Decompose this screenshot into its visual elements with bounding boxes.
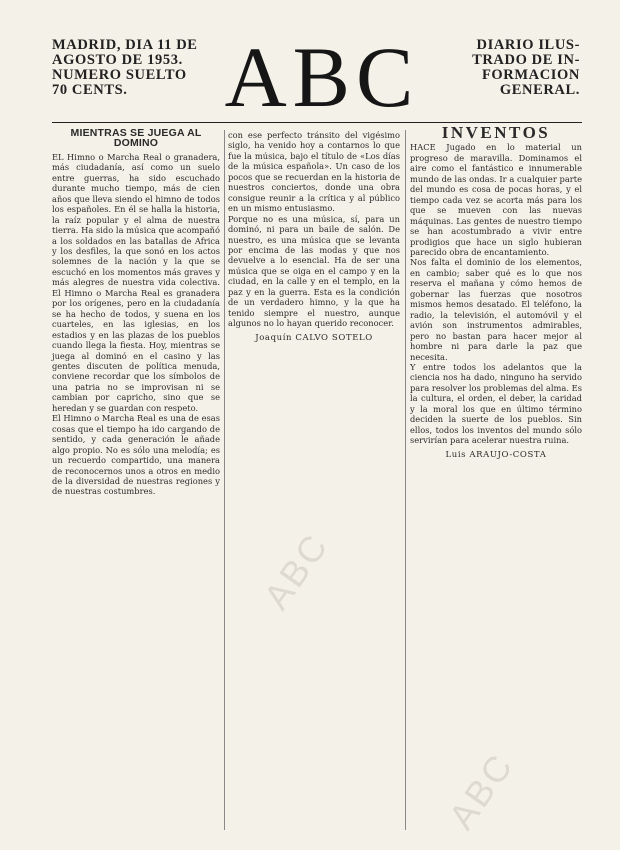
article-column-2 [228, 130, 400, 343]
masthead-left [52, 37, 198, 98]
watermark: ABC [440, 744, 522, 837]
article-headline: INVENTOS [441, 123, 551, 142]
masthead-tagline-1: DIARIO ILUS- [476, 37, 580, 53]
article-author: Joaquín CALVO SOTELO [255, 332, 373, 343]
column-divider [405, 130, 406, 830]
article-body: EL Himno o Marcha Real o granadera, más ciudadanía, así como un suelo entre guerras, ha sido escuchado durante mucho tiempo, más de cien años que lleva siendo el himno de todos los españoles. En él se halla la historia, la raíz popular y el alma de nuestra tierra. Ha sido la música que acompañó a los soldados en las batallas de Africa y los desfiles, la que sonó en los actos solemnes de la nación y la que se escuchó en los momentos más graves y más alegres de nuestra vida colectiva. El Himno o Marcha Real es granadera por los orígenes, pero en la ciudadanía se ha hecho de todos, y suena en los cuarteles, en las iglesias, en los estadios y en las plazas de los pueblos cuando llega la fiesta. Hoy, mientras se juega al dominó en el casino y las gentes discuten de política menuda, conviene recordar que los símbolos de una patria no se improvisan ni se cambian por capricho, sino que se heredan y se guardan con respeto. El Himno o Marcha Real es una de esas cosas que el tiempo ha ido cargando de sentido, y cada generación le añade algo propio. No es sólo una melodía; es un recuerdo compartido, una manera de reconocernos unos a otros en medio de la diversidad de nuestras regiones y de nuestras costumbres. [52, 151, 220, 497]
article-body: con ese perfecto tránsito del vigésimo siglo, ha venido hoy a contarnos lo que fue la música, bajo el título de «Los días de la música española». Un caso de los pocos que se recuerdan en la historia de nuestros conciertos, donde una obra consigue reunir a la crítica y al público en un mismo entusiasmo. Porque no es una música, sí, para un dominó, ni para un baile de salón. De nuestro, es una música que se levanta por encima de las modas y que nos devuelve a lo esencial. Ha de ser una música que se oiga en el campo y en la ciudad, en la calle y en el templo, en la paz y en la guerra. Esta es la condición de un verdadero himno, y la que ha tenido siempre el nuestro, aunque algunos no lo hayan querido reconocer. [228, 130, 400, 329]
column-divider [224, 130, 225, 830]
masthead-issue: NUMERO SUELTO [52, 67, 187, 83]
masthead-tagline-2: TRADO DE IN- [472, 52, 580, 68]
masthead-price: 70 CENTS. [52, 82, 128, 98]
article-body: HACE Jugado en lo material un progreso de maravilla. Dominamos el aire como el fantástico e innumerable mundo de las ondas. Ir a cualquier parte del mundo es cosa de pocas horas, y el tiempo cada vez se acorta más para los que se mueven con las nuevas máquinas. Las gentes de nuestro tiempo se han acostumbrado a vivir entre prodigios que hace un siglo hubieran parecido obra de encantamiento. Nos falta el dominio de los elementos, en cambio; saber qué es lo que nos reserva el mañana y cómo hemos de gobernar las fuerzas que nosotros mismos hemos desatado. El teléfono, la radio, la televisión, el automóvil y el avión son instrumentos admirables, pero no bastan para hacer mejor al hombre ni para darle la paz que necesita. Y entre todos los adelantos que la ciencia nos ha dado, ninguno ha servido para resolver los problemas del alma. Es la cultura, el orden, el deber, la caridad y la moral los que en último término deciden la suerte de los pueblos. Sin ellos, todos los inventos del mundo sólo servirían para acelerar nuestra ruina. [410, 142, 582, 446]
article-domino [52, 128, 220, 497]
masthead [52, 29, 580, 125]
abc-logo: ABC [224, 29, 420, 125]
masthead-tagline-3: FORMACION [481, 67, 580, 83]
article-headline: MIENTRAS SE JUEGA AL DOMINO [70, 127, 202, 150]
watermark: ABC [255, 524, 337, 617]
article-author: Luis ARAUJO-COSTA [445, 449, 547, 460]
masthead-year: AGOSTO DE 1953. [52, 52, 183, 68]
masthead-date: MADRID, DIA 11 DE [52, 37, 198, 53]
masthead-right [444, 38, 580, 98]
article-inventos [410, 123, 582, 460]
masthead-tagline-4: GENERAL. [499, 82, 580, 98]
